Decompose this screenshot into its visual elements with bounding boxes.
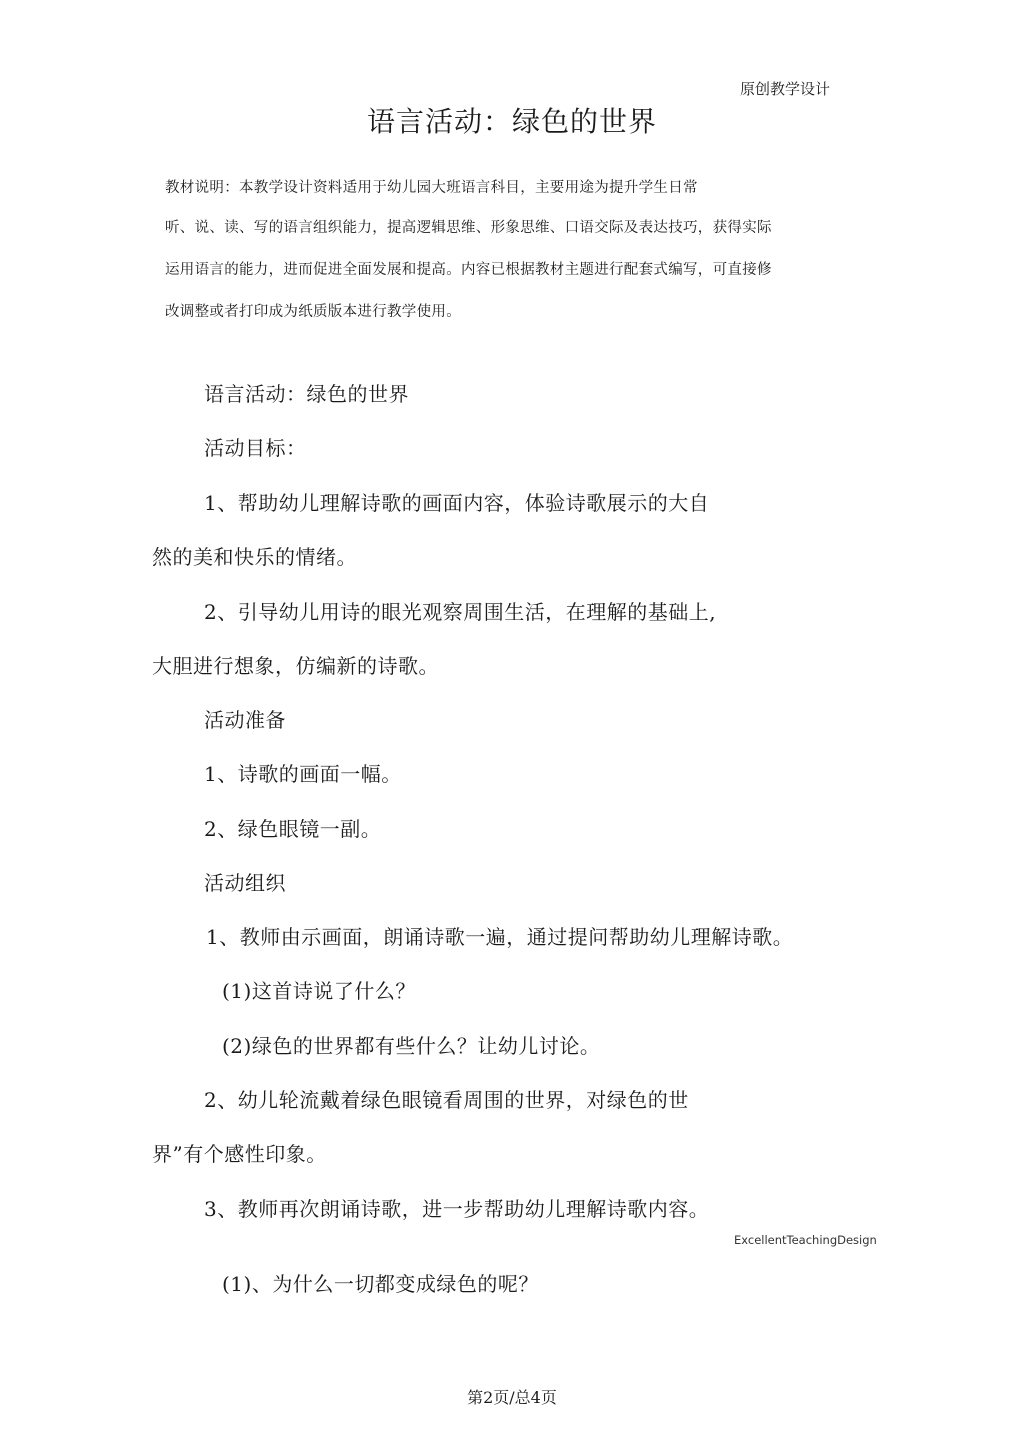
- description-line-2: 听、说、读、写的语言组织能力，提高逻辑思维、形象思维、口语交际及表达技巧，获得实际: [165, 220, 772, 236]
- prep-item-1: 1、诗歌的画面一幅。: [204, 762, 402, 786]
- org-step-2-line-2: 界”有个感性印象。: [152, 1142, 327, 1166]
- org-step-1: 1、教师由示画面，朗诵诗歌一遍，通过提问帮助幼儿理解诗歌。: [206, 925, 794, 949]
- prep-title: 活动准备: [204, 708, 286, 732]
- org-step-1-question-1: (1)这首诗说了什么？: [222, 979, 416, 1003]
- watermark-text: ExcellentTeachingDesign: [734, 1233, 877, 1247]
- goals-title: 活动目标：: [204, 436, 307, 460]
- description-line-3: 运用语言的能力，进而促进全面发展和提高。内容已根据教材主题进行配套式编写，可直接修: [165, 262, 772, 278]
- org-step-3-question-1: (1)、为什么一切都变成绿色的呢？: [222, 1272, 539, 1296]
- org-step-1-question-2: (2)绿色的世界都有些什么？让幼儿讨论。: [222, 1034, 601, 1058]
- goal-2-line-1: 2、引导幼儿用诗的眼光观察周围生活，在理解的基础上,: [204, 600, 717, 624]
- page-indicator: 第2页/总4页: [467, 1388, 557, 1407]
- org-step-3: 3、教师再次朗诵诗歌，进一步帮助幼儿理解诗歌内容。: [204, 1197, 710, 1221]
- goal-2-line-2: 大胆进行想象，仿编新的诗歌。: [152, 654, 439, 678]
- org-title: 活动组织: [204, 871, 286, 895]
- description-line-4: 改调整或者打印成为纸质版本进行教学使用。: [165, 304, 461, 320]
- goal-1-line-2: 然的美和快乐的情绪。: [152, 545, 357, 569]
- section-heading: 语言活动：绿色的世界: [204, 382, 409, 406]
- org-step-2-line-1: 2、幼儿轮流戴着绿色眼镜看周围的世界，对绿色的世: [204, 1088, 689, 1112]
- description-line-1: 教材说明：本教学设计资料适用于幼儿园大班语言科目，主要用途为提升学生日常: [165, 180, 698, 196]
- page-title: 语言活动：绿色的世界: [366, 105, 657, 138]
- header-tag: 原创教学设计: [740, 80, 831, 98]
- goal-1-line-1: 1、帮助幼儿理解诗歌的画面内容，体验诗歌展示的大自: [204, 491, 710, 515]
- prep-item-2: 2、绿色眼镜一副。: [204, 817, 382, 841]
